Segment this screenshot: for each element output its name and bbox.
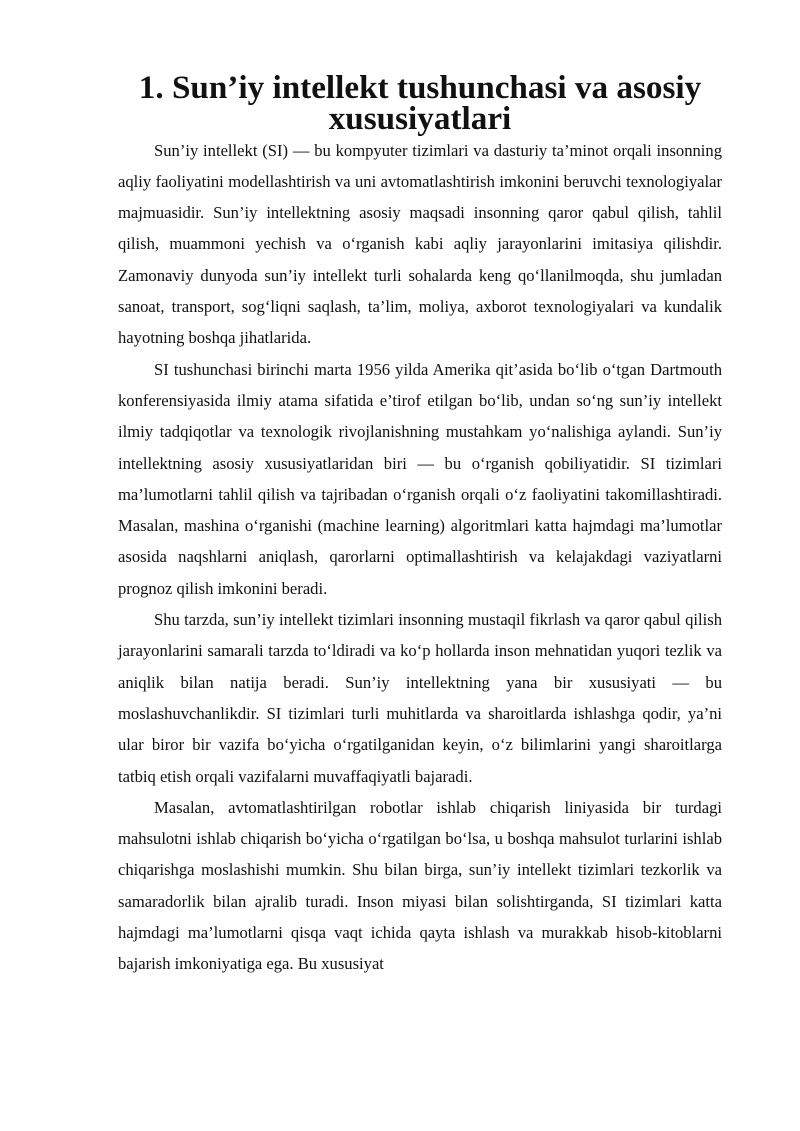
document-page xyxy=(118,69,722,980)
paragraph-definition: Sun’iy intellekt (SI) — bu kompyuter tizimlari va dasturiy ta’minot orqali insonning aqliy faoliyatini modellashtirish va uni avtomatlashtirish imkonini beruvchi texnologiyalar majmuasidir. Sun’iy intellektning asosiy maqsadi insonning qaror qabul qilish, tahlil qilish, muammoni yechish va o‘rganish kabi aqliy jarayonlarini imitasiya qilishdir. Zamonaviy dunyoda sun’iy intellekt turli sohalarda keng qo‘llanilmoqda, shu jumladan sanoat, transport, sog‘liqni saqlash, ta’lim, moliya, axborot texnologiyalari va kundalik hayotning boshqa jihatlarida. xyxy=(118,140,722,348)
paragraph-history: SI tushunchasi birinchi marta 1956 yilda Amerika qit’asida bo‘lib o‘tgan Dartmouth konferensiyasida ilmiy atama sifatida e’tirof etilgan bo‘lib, undan so‘ng sun’iy intellekt ilmiy tadqiqotlar va texnologik rivojlanishning mustahkam yo‘nalishiga aylandi. Sun’iy intellektning asosiy xususiyatlaridan biri — bu o‘rganish qobiliyatidir. SI tizimlari ma’lumotlarni tahlil qilish va tajribadan o‘rganish orqali o‘z faoliyatini takomillashtiradi. Masalan, mashina o‘rganishi (machine learning) algoritmlari katta hajmdagi ma’lumotlar asosida naqshlarni aniqlash, qarorlarni optimallashtirish va kelajakdagi vaziyatlarni prognoz qilish imkonini beradi. xyxy=(118,359,722,598)
paragraph-example: Masalan, avtomatlashtirilgan robotlar ishlab chiqarish liniyasida bir turdagi mahsulotni ishlab chiqarish bo‘yicha o‘rgatilgan bo‘lsa, u boshqa mahsulot turlarini ishlab chiqarishga moslashishi mumkin. Shu bilan birga, sun’iy intellekt tizimlari tezkorlik va samaradorlik bilan ajralib turadi. Inson miyasi bilan solishtirganda, SI tizimlari katta hajmdagi ma’lumotlarni qisqa vaqt ichida qayta ishlash va murakkab hisob-kitoblarni bajarish imkoniyatiga ega. Bu xususiyat xyxy=(118,797,722,974)
section-title: 1. Sun’iy intellekt tushunchasi va asosiy xususiyatlari xyxy=(138,69,702,138)
paragraph-adaptability: Shu tarzda, sun’iy intellekt tizimlari insonning mustaqil fikrlash va qaror qabul qilish jarayonlarini samarali tarzda to‘ldiradi va ko‘p hollarda inson mehnatidan yuqori tezlik va aniqlik bilan natija beradi. Sun’iy intellektning yana bir xususiyati — bu moslashuvchanlikdir. SI tizimlari turli muhitlarda va sharoitlarda ishlashga qodir, ya’ni ular biror bir vazifa bo‘yicha o‘rgatilganidan keyin, o‘z bilimlarini yangi sharoitlarga tatbiq etish orqali vazifalarni muvaffaqiyatli bajaradi. xyxy=(118,610,722,786)
